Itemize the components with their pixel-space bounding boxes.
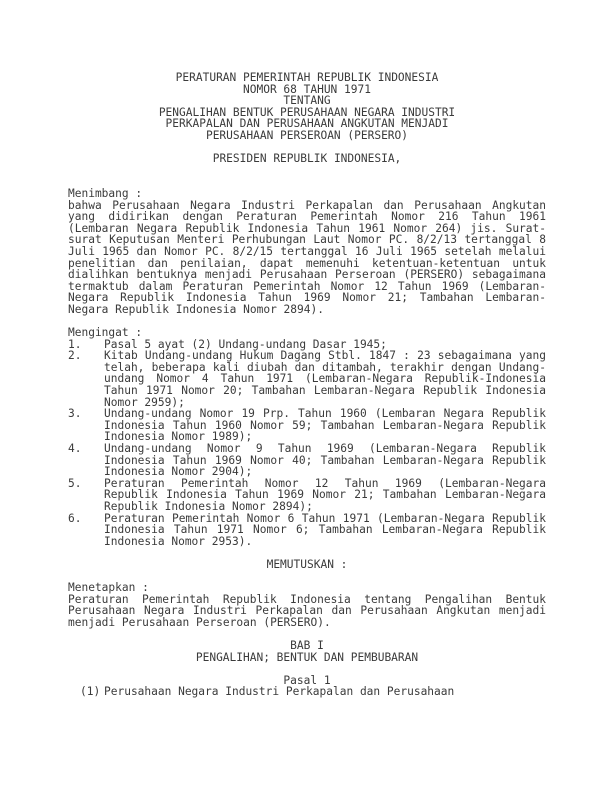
list-item	[68, 443, 546, 478]
list-item-number: 1.	[68, 337, 82, 351]
chapter-title: PENGALIHAN; BENTUK DAN PEMBUBARAN	[195, 650, 419, 664]
list-item-number: 3.	[68, 407, 82, 421]
list-item	[68, 478, 546, 513]
list-item-text: Peraturan Pemerintah Nomor 12 Tahun 1969 (Lembaran-Negara Republik Indonesia Tahun 1969 Nomor 21; Tambahan Lembaran-Negara Republik Indonesia Nomor 2894);	[104, 476, 546, 513]
memutuskan-heading: MEMUTUSKAN :	[266, 557, 348, 571]
regulation-title-line-1: PERATURAN PEMERINTAH REPUBLIK INDONESIA	[175, 71, 439, 84]
article-heading: Pasal 1	[283, 673, 331, 687]
list-item-number: 6.	[68, 511, 82, 525]
menetapkan-body: Peraturan Pemerintah Republik Indonesia tentang Pengalihan Bentuk Perusahaan Negara Industri Perkapalan dan Perusahaan Angkutan menjadi menjadi Perusahaan Perseroan (PERSERO).	[68, 592, 546, 629]
list-item-number: 5.	[68, 476, 82, 490]
regulation-number-line: NOMOR 68 TAHUN 1971	[243, 82, 371, 96]
article-clause	[68, 686, 546, 698]
list-item	[68, 513, 546, 548]
list-item-number: 4.	[68, 442, 82, 455]
article-clause-number: (1)	[80, 685, 101, 699]
list-item-number: 2.	[68, 349, 82, 363]
regulation-subject-line-2: PERKAPALAN DAN PERUSAHAAN ANGKUTAN MENJADI	[165, 117, 449, 131]
list-item	[68, 350, 546, 408]
list-item-text: Peraturan Pemerintah Nomor 6 Tahun 1971 (Lembaran-Negara Republik Indonesia Tahun 1971 Nomor 6; Tambahan Lembaran-Negara Republik Indonesia Nomor 2953).	[104, 511, 546, 548]
regulation-subject-line-3: PERUSAHAAN PERSEROAN (PERSERO)	[205, 128, 409, 142]
menimbang-body: bahwa Perusahaan Negara Industri Perkapalan dan Perusahaan Angkutan yang didirikan dengan Peraturan Pemerintah Nomor 216 Tahun 1961 (Lembaran Negara Republik Indonesia Tahun 1961 Nomor 264) jis. Surat-surat Keputusan Menteri Perhubungan Laut Nomor PC. 8/2/13 tertanggal 8 Juli 1965 dan Nomor PC. 8/2/15 tertanggal 16 Juli 1965 setelah melalui penelitian dan penilaian, dapat memenuhi ketentuan-ketentuan untuk dialihkan bentuknya menjadi Perusahaan Perseroan (PERSERO) sebagaimana termaktub dalam Peraturan Pemerintah Nomor 12 Tahun 1969 (Lembaran-Negara Republik Indonesia Tahun 1969 Nomor 21; Tambahan Lembaran-Negara Republik Indonesia Nomor 2894).	[68, 198, 546, 316]
document-header	[68, 72, 546, 142]
issuing-authority: PRESIDEN REPUBLIK INDONESIA,	[212, 152, 402, 166]
document-body	[68, 72, 546, 698]
list-item-text: Pasal 5 ayat (2) Undang-undang Dasar 1945;	[104, 337, 387, 351]
menetapkan-label: Menetapkan :	[68, 581, 149, 595]
list-item-text: Undang-undang Nomor 9 Tahun 1969 (Lembaran-Negara Republik Indonesia Tahun 1969 Nomor 40; Tambahan Lembaran-Negara Republik Indonesia Nomor 2904);	[104, 442, 546, 479]
list-item	[68, 408, 546, 443]
chapter-number: BAB I	[290, 639, 324, 653]
regulation-subject-line-1: PENGALIHAN BENTUK PERUSAHAAN NEGARA INDUSTRI	[158, 105, 456, 119]
mengingat-label: Mengingat :	[68, 326, 143, 340]
menimbang-label: Menimbang :	[68, 186, 143, 200]
mengingat-list	[68, 339, 546, 548]
regulation-tentang-label: TENTANG	[283, 94, 331, 108]
list-item-text: Undang-undang Nomor 19 Prp. Tahun 1960 (Lembaran Negara Republik Indonesia Tahun 1960 Nomor 59; Tambahan Lembaran-Negara Republik Indonesia Nomor 1989);	[104, 407, 546, 444]
spacer-after-authority	[68, 165, 546, 188]
list-item-text: Kitab Undang-undang Hukum Dagang Stbl. 1847 : 23 sebagaimana yang telah, beberapa kali diubah dan ditambah, terakhir dengan Undang-undang Nomor 4 Tahun 1971 (Lembaran-Negara Republik-Indonesia Tahun 1971 Nomor 20; Tambahan Lembaran-Negara Republik Indonesia Nomor 2959);	[104, 349, 546, 409]
article-clause-text: Perusahaan Negara Industri Perkapalan dan Perusahaan	[104, 685, 455, 699]
